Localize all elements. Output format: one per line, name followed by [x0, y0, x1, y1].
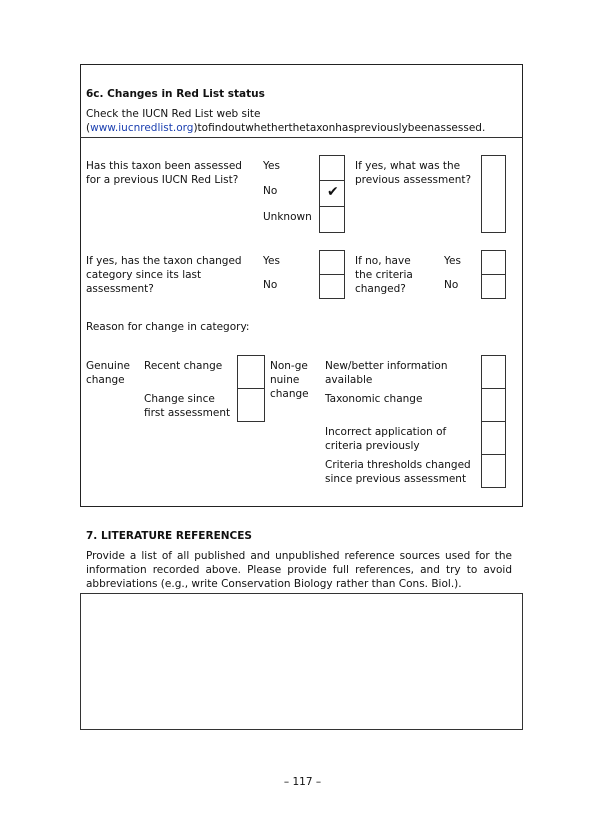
q3-option-yes: Yes — [444, 255, 461, 267]
ng-criteria-thresholds-checkbox[interactable] — [481, 454, 506, 488]
ng-incorrect-application-checkbox[interactable] — [481, 421, 506, 455]
section-6c-title: 6c. Changes in Red List status — [86, 88, 265, 100]
page-number: – 117 – — [283, 776, 322, 788]
genuine-recent-change-checkbox[interactable] — [237, 355, 265, 389]
q1-option-no: No — [263, 185, 278, 197]
section-6c-divider — [80, 137, 523, 138]
q2-option-no: No — [263, 279, 278, 291]
genuine-change-label: Genuine change — [86, 360, 130, 386]
q1-followup-label: If yes, what was the previous assessment? — [355, 160, 472, 186]
ng-taxonomic-change-checkbox[interactable] — [481, 388, 506, 422]
ng-taxonomic-change-label: Taxonomic change — [325, 393, 423, 405]
non-genuine-change-label: Non-ge nuine change — [270, 360, 309, 400]
q1-no-checkbox[interactable] — [319, 180, 345, 207]
section-7-instructions: Provide a list of all published and unpublished reference sources used for the information recorded above. Please provide full references, and try to avoid abbreviations (e.g., write Conservation Biology rather than Cons. Biol.). — [86, 550, 512, 590]
q1-option-yes: Yes — [263, 160, 280, 172]
genuine-since-first-checkbox[interactable] — [237, 388, 265, 422]
genuine-since-first-label: Change since first assessment — [144, 393, 231, 419]
iucn-redlist-link[interactable]: www.iucnredlist.org — [90, 122, 194, 134]
ng-new-information-checkbox[interactable] — [481, 355, 506, 389]
q2-label: If yes, has the taxon changed category since its last assessment? — [86, 255, 242, 295]
ng-new-information-label: New/better information available — [325, 360, 448, 386]
q1-unknown-checkbox[interactable] — [319, 206, 345, 233]
section-7-title: 7. LITERATURE REFERENCES — [86, 530, 252, 542]
q3-no-checkbox[interactable] — [481, 274, 506, 299]
ng-criteria-thresholds-label: Criteria thresholds changed since previous assessment — [325, 459, 471, 485]
reason-label: Reason for change in category: — [86, 321, 250, 333]
q2-yes-checkbox[interactable] — [319, 250, 345, 275]
q3-yes-checkbox[interactable] — [481, 250, 506, 275]
link-rest-text: )tofindoutwhetherthetaxonhaspreviouslybeenassessed. — [193, 122, 486, 134]
q2-option-yes: Yes — [263, 255, 280, 267]
section-6c-link-line — [86, 121, 485, 135]
link-open-paren: ( — [86, 122, 91, 134]
q1-label: Has this taxon been assessed for a previous IUCN Red List? — [86, 160, 242, 186]
q2-no-checkbox[interactable] — [319, 274, 345, 299]
q1-yes-checkbox[interactable] — [319, 155, 345, 181]
q3-option-no: No — [444, 279, 459, 291]
q1-option-unknown: Unknown — [263, 211, 312, 223]
genuine-recent-change-label: Recent change — [144, 360, 223, 372]
check-icon: ✔ — [327, 184, 339, 200]
ng-incorrect-application-label: Incorrect application of criteria previously — [325, 426, 447, 452]
previous-assessment-field[interactable] — [481, 155, 506, 233]
section-6c-instruction: Check the IUCN Red List web site — [86, 108, 261, 120]
q3-label: If no, have the criteria changed? — [355, 255, 413, 295]
literature-references-field[interactable] — [80, 593, 523, 730]
